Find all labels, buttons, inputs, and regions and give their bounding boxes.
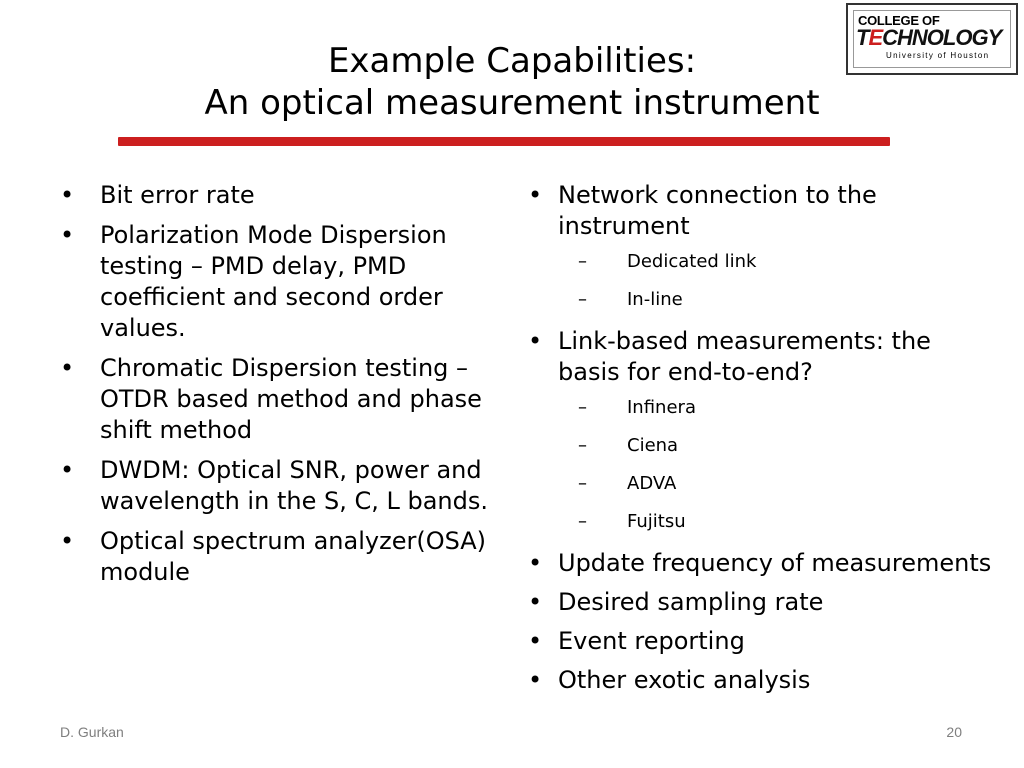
list-item <box>528 326 998 388</box>
list-item <box>528 665 998 696</box>
dash-glyph: – <box>578 397 587 418</box>
title-line-2: An optical measurement instrument <box>204 83 820 123</box>
title-line-1: Example Capabilities: <box>327 41 697 81</box>
list-item <box>58 455 498 517</box>
logo-technology <box>856 25 1001 51</box>
right-bullet-list <box>528 180 998 704</box>
list-item-text: Link-based measurements: the basis for end-to-end? <box>558 327 931 386</box>
list-item-text: Other exotic analysis <box>558 666 811 694</box>
bullet-glyph: • <box>528 549 543 577</box>
list-item-text: Optical spectrum analyzer(OSA) module <box>100 527 487 586</box>
list-item <box>58 353 498 446</box>
bullet-glyph: • <box>60 354 75 382</box>
logo-technology-suffix: CHNOLOGY <box>882 25 1002 50</box>
list-item-text: Desired sampling rate <box>558 588 824 616</box>
bullet-glyph: • <box>60 456 75 484</box>
dash-glyph: – <box>578 435 587 456</box>
logo-college-of: COLLEGE OF <box>858 13 940 28</box>
sub-list-item <box>528 396 998 420</box>
bullet-glyph: • <box>528 327 543 355</box>
dash-glyph: – <box>578 289 587 310</box>
list-item <box>528 548 998 579</box>
sub-list-item-text: Ciena <box>627 435 679 456</box>
bullet-glyph: • <box>528 666 543 694</box>
sub-list-item-text: Infinera <box>627 397 696 418</box>
list-item <box>528 587 998 618</box>
logo-technology-accent: E <box>868 25 883 50</box>
footer-author: D. Gurkan <box>60 724 124 740</box>
sub-list-item <box>528 472 998 496</box>
sub-list-item <box>528 434 998 458</box>
sub-list-item-text: Fujitsu <box>627 511 686 532</box>
college-logo <box>846 3 1018 75</box>
logo-technology-prefix: T <box>856 25 869 50</box>
footer-page-number: 20 <box>946 724 962 740</box>
list-item <box>528 180 998 242</box>
sub-list-item-text: Dedicated link <box>627 251 757 272</box>
bullet-glyph: • <box>60 527 75 555</box>
bullet-glyph: • <box>528 588 543 616</box>
dash-glyph: – <box>578 511 587 532</box>
list-item-text: Network connection to the instrument <box>558 181 877 240</box>
logo-university: University of Houston <box>886 51 990 60</box>
list-item <box>528 626 998 657</box>
sub-list-item <box>528 288 998 312</box>
sub-list-item <box>528 510 998 534</box>
bullet-glyph: • <box>528 627 543 655</box>
bullet-glyph: • <box>60 181 75 209</box>
sub-list-item <box>528 250 998 274</box>
list-item-text: Update frequency of measurements <box>558 549 992 577</box>
list-item <box>58 220 498 344</box>
dash-glyph: – <box>578 251 587 272</box>
bullet-glyph: • <box>60 221 75 249</box>
dash-glyph: – <box>578 473 587 494</box>
sub-list-item-text: ADVA <box>627 473 677 494</box>
list-item-text: Bit error rate <box>100 181 255 209</box>
bullet-glyph: • <box>528 181 543 209</box>
list-item-text: Polarization Mode Dispersion testing – PMD delay, PMD coefficient and second order values. <box>100 221 447 342</box>
list-item <box>58 180 498 211</box>
title-underline-rule <box>118 137 890 146</box>
sub-list-item-text: In-line <box>627 289 683 310</box>
left-bullet-list <box>58 180 498 597</box>
list-item <box>58 526 498 588</box>
list-item-text: Event reporting <box>558 627 745 655</box>
slide-title <box>130 40 894 124</box>
list-item-text: Chromatic Dispersion testing – OTDR based method and phase shift method <box>100 354 482 444</box>
list-item-text: DWDM: Optical SNR, power and wavelength in the S, C, L bands. <box>100 456 488 515</box>
